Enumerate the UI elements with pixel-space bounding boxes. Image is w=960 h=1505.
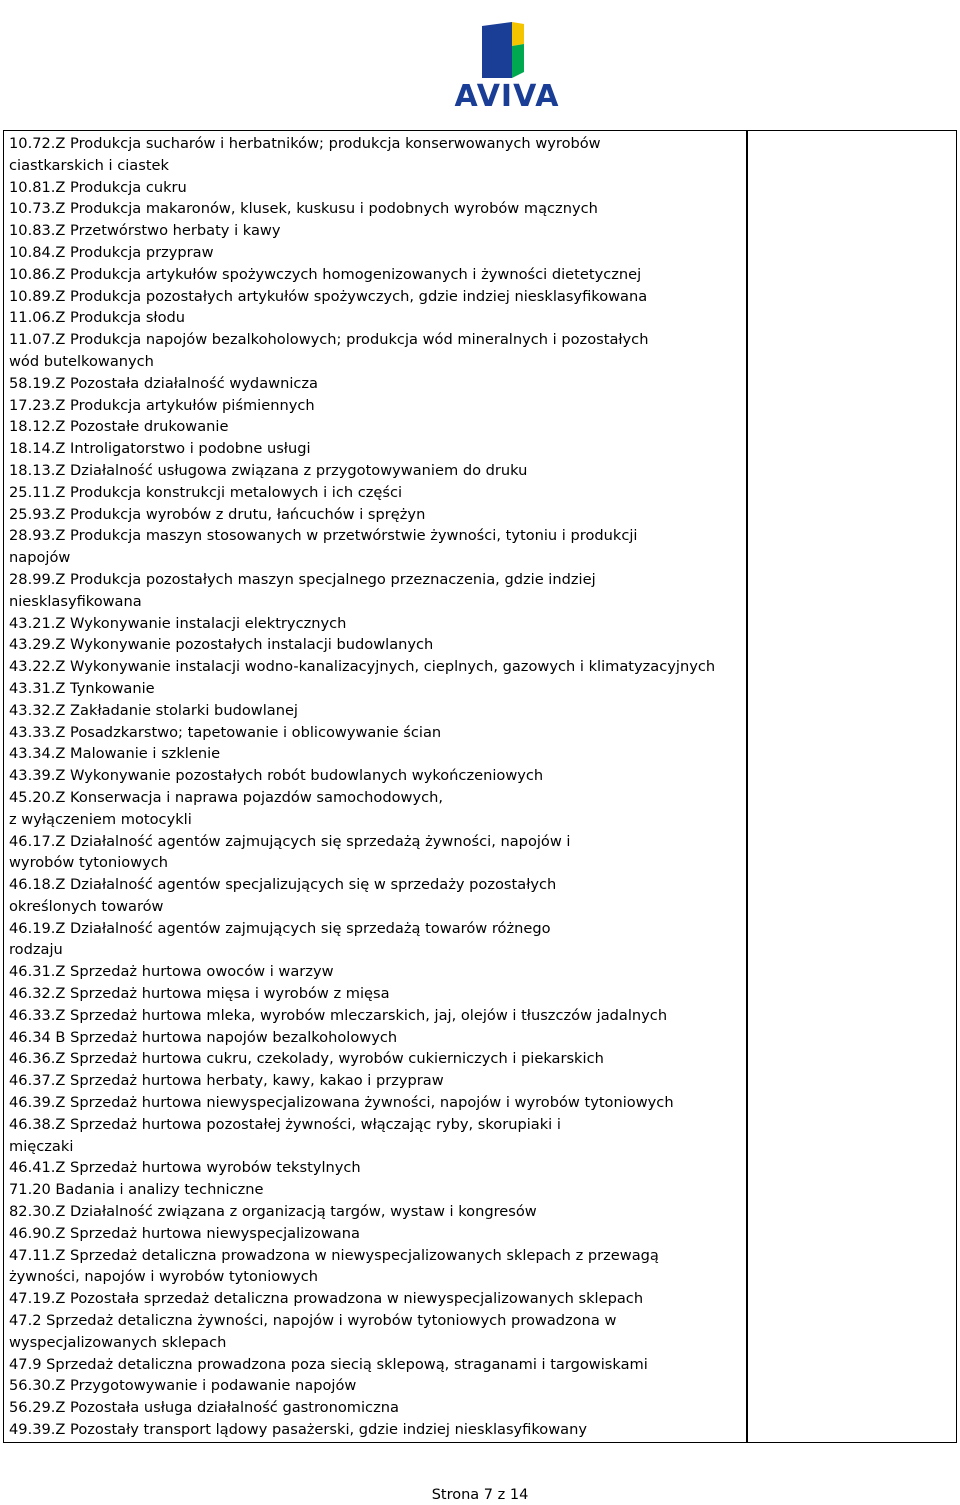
pkd-code-line: 18.14.Z Introligatorstwo i podobne usługi bbox=[9, 440, 311, 458]
pkd-code-entry bbox=[9, 613, 744, 635]
pkd-code-line: 46.38.Z Sprzedaż hurtowa pozostałej żywności, włączając ryby, skorupiaki i bbox=[9, 1115, 561, 1133]
pkd-code-line: 58.19.Z Pozostała działalność wydawnicza bbox=[9, 374, 319, 392]
pkd-code-entry bbox=[9, 787, 744, 831]
pkd-code-entry bbox=[9, 1397, 744, 1419]
pkd-code-entry bbox=[9, 1223, 744, 1245]
pkd-code-entry bbox=[9, 1157, 744, 1179]
pkd-code-entry bbox=[9, 1419, 744, 1441]
pkd-code-line: 43.39.Z Wykonywanie pozostałych robót budowlanych wykończeniowych bbox=[9, 767, 544, 785]
pkd-code-entry bbox=[9, 460, 744, 482]
pkd-code-line: 46.37.Z Sprzedaż hurtowa herbaty, kawy, kakao i przypraw bbox=[9, 1072, 444, 1090]
pkd-code-entry bbox=[9, 918, 744, 962]
pkd-code-entry bbox=[9, 1201, 744, 1223]
page-number: Strona 7 z 14 bbox=[431, 1487, 529, 1503]
pkd-code-line: 46.90.Z Sprzedaż hurtowa niewyspecjalizowana bbox=[9, 1224, 360, 1242]
pkd-code-entry bbox=[9, 198, 744, 220]
pkd-code-line: 46.36.Z Sprzedaż hurtowa cukru, czekolady, wyrobów cukierniczych i piekarskich bbox=[9, 1050, 604, 1068]
pkd-code-line: 46.17.Z Działalność agentów zajmujących się sprzedażą żywności, napojów i bbox=[9, 832, 571, 850]
pkd-code-line: 10.81.Z Produkcja cukru bbox=[9, 178, 187, 196]
pkd-code-line: 10.83.Z Przetwórstwo herbaty i kawy bbox=[9, 222, 281, 240]
pkd-code-line: 46.33.Z Sprzedaż hurtowa mleka, wyrobów mleczarskich, jaj, olejów i tłuszczów jadalnych bbox=[9, 1006, 668, 1024]
pkd-code-line: 28.93.Z Produkcja maszyn stosowanych w przetwórstwie żywności, tytoniu i produkcji bbox=[9, 527, 638, 545]
pkd-code-entry bbox=[9, 482, 744, 504]
pkd-code-line: wód butelkowanych bbox=[9, 352, 154, 370]
pkd-code-entry bbox=[9, 373, 744, 395]
pkd-code-line: 10.72.Z Produkcja sucharów i herbatników; produkcja konserwowanych wyrobów bbox=[9, 135, 601, 152]
pkd-code-entry bbox=[9, 1245, 744, 1289]
pkd-code-line: żywności, napojów i wyrobów tytoniowych bbox=[9, 1268, 319, 1286]
pkd-code-entry bbox=[9, 395, 744, 417]
pkd-code-entry bbox=[9, 1092, 744, 1114]
pkd-code-entry bbox=[9, 1310, 744, 1354]
pkd-code-entry bbox=[9, 634, 744, 656]
pkd-code-line: 43.32.Z Zakładanie stolarki budowlanej bbox=[9, 701, 298, 719]
pkd-code-line: 46.19.Z Działalność agentów zajmujących się sprzedażą towarów różnego bbox=[9, 919, 551, 937]
pkd-code-list bbox=[9, 133, 744, 1441]
pkd-code-line: 18.12.Z Pozostałe drukowanie bbox=[9, 418, 229, 436]
pkd-code-entry bbox=[9, 983, 744, 1005]
pkd-code-entry bbox=[9, 765, 744, 787]
pkd-code-line: 47.9 Sprzedaż detaliczna prowadzona poza siecią sklepową, straganami i targowiskami bbox=[9, 1355, 648, 1373]
pkd-code-line: 10.89.Z Produkcja pozostałych artykułów spożywczych, gdzie indziej niesklasyfikowana bbox=[9, 287, 648, 305]
pkd-code-line: 11.07.Z Produkcja napojów bezalkoholowych; produkcja wód mineralnych i pozostałych bbox=[9, 331, 649, 349]
pkd-code-entry bbox=[9, 831, 744, 875]
pkd-code-entry bbox=[9, 220, 744, 242]
pkd-code-entry bbox=[9, 286, 744, 308]
pkd-code-entry bbox=[9, 722, 744, 744]
aviva-logo-mark bbox=[482, 22, 524, 78]
pkd-code-line: 28.99.Z Produkcja pozostałych maszyn specjalnego przeznaczenia, gdzie indziej bbox=[9, 570, 596, 588]
pkd-code-line: 11.06.Z Produkcja słodu bbox=[9, 309, 186, 327]
pkd-code-entry bbox=[9, 1354, 744, 1376]
pkd-code-line: 43.34.Z Malowanie i szklenie bbox=[9, 745, 221, 763]
pkd-code-entry bbox=[9, 700, 744, 722]
pkd-code-line: 47.19.Z Pozostała sprzedaż detaliczna prowadzona w niewyspecjalizowanych sklepach bbox=[9, 1290, 644, 1308]
pkd-code-line: wyrobów tytoniowych bbox=[9, 854, 169, 872]
pkd-code-line: z wyłączeniem motocykli bbox=[9, 810, 192, 828]
pkd-code-line: niesklasyfikowana bbox=[9, 592, 142, 610]
pkd-code-line: 43.22.Z Wykonywanie instalacji wodno-kanalizacyjnych, cieplnych, gazowych i klimatyzacyjnych bbox=[9, 658, 716, 676]
pkd-code-entry bbox=[9, 242, 744, 264]
pkd-code-entry bbox=[9, 438, 744, 460]
pkd-code-line: 45.20.Z Konserwacja i naprawa pojazdów samochodowych, bbox=[9, 788, 443, 806]
pkd-code-line: 10.86.Z Produkcja artykułów spożywczych homogenizowanych i żywności dietetycznej bbox=[9, 265, 642, 283]
pkd-code-entry bbox=[9, 743, 744, 765]
pkd-code-line: 17.23.Z Produkcja artykułów piśmiennych bbox=[9, 396, 315, 414]
pkd-code-entry bbox=[9, 1288, 744, 1310]
pkd-code-line: 43.29.Z Wykonywanie pozostałych instalacji budowlanych bbox=[9, 636, 434, 654]
pkd-code-entry bbox=[9, 525, 744, 569]
pkd-code-entry bbox=[9, 264, 744, 286]
pkd-code-line: 43.31.Z Tynkowanie bbox=[9, 679, 155, 697]
pkd-code-entry bbox=[9, 678, 744, 700]
pkd-code-line: wyspecjalizowanych sklepach bbox=[9, 1333, 227, 1351]
pkd-code-line: 71.20 Badania i analizy techniczne bbox=[9, 1181, 264, 1199]
pkd-code-line: 25.93.Z Produkcja wyrobów z drutu, łańcuchów i sprężyn bbox=[9, 505, 426, 523]
pkd-code-line: 46.41.Z Sprzedaż hurtowa wyrobów tekstylnych bbox=[9, 1159, 361, 1177]
pkd-code-entry bbox=[9, 656, 744, 678]
pkd-code-entry bbox=[9, 1114, 744, 1158]
aviva-logo bbox=[448, 22, 566, 114]
pkd-code-line: rodzaju bbox=[9, 941, 63, 959]
pkd-code-entry bbox=[9, 504, 744, 526]
pkd-code-entry bbox=[9, 569, 744, 613]
pkd-code-line: 46.18.Z Działalność agentów specjalizujących się w sprzedaży pozostałych bbox=[9, 876, 557, 894]
pkd-code-entry bbox=[9, 1179, 744, 1201]
pkd-code-line: 18.13.Z Działalność usługowa związana z przygotowywaniem do druku bbox=[9, 461, 528, 479]
pkd-code-entry bbox=[9, 1048, 744, 1070]
pkd-code-line: ciastkarskich i ciastek bbox=[9, 156, 169, 174]
pkd-code-line: mięczaki bbox=[9, 1137, 74, 1155]
table-column-divider bbox=[746, 130, 748, 1443]
pkd-code-line: 47.11.Z Sprzedaż detaliczna prowadzona w niewyspecjalizowanych sklepach z przewagą bbox=[9, 1246, 659, 1264]
pkd-code-line: 56.30.Z Przygotowywanie i podawanie napojów bbox=[9, 1377, 357, 1395]
pkd-code-line: 43.21.Z Wykonywanie instalacji elektrycznych bbox=[9, 614, 347, 632]
pkd-code-entry bbox=[9, 874, 744, 918]
pkd-code-entry bbox=[9, 1070, 744, 1092]
pkd-code-line: 46.39.Z Sprzedaż hurtowa niewyspecjalizowana żywności, napojów i wyrobów tytoniowych bbox=[9, 1094, 674, 1112]
pkd-code-line: 82.30.Z Działalność związana z organizacją targów, wystaw i kongresów bbox=[9, 1203, 537, 1221]
pkd-code-line: 43.33.Z Posadzkarstwo; tapetowanie i oblicowywanie ścian bbox=[9, 723, 442, 741]
pkd-code-line: 56.29.Z Pozostała usługa działalność gastronomiczna bbox=[9, 1399, 399, 1417]
pkd-code-line: 25.11.Z Produkcja konstrukcji metalowych i ich części bbox=[9, 483, 403, 501]
pkd-code-line: 10.84.Z Produkcja przypraw bbox=[9, 243, 214, 261]
pkd-code-line: 46.31.Z Sprzedaż hurtowa owoców i warzyw bbox=[9, 963, 334, 981]
pkd-code-line: określonych towarów bbox=[9, 897, 164, 915]
pkd-code-entry bbox=[9, 416, 744, 438]
pkd-code-line: 49.39.Z Pozostały transport lądowy pasażerski, gdzie indziej niesklasyfikowany bbox=[9, 1421, 587, 1439]
pkd-code-line: 46.34 B Sprzedaż hurtowa napojów bezalkoholowych bbox=[9, 1028, 398, 1046]
pkd-code-entry bbox=[9, 177, 744, 199]
pkd-code-entry bbox=[9, 329, 744, 373]
pkd-code-entry bbox=[9, 1027, 744, 1049]
pkd-code-entry bbox=[9, 1375, 744, 1397]
pkd-code-line: 47.2 Sprzedaż detaliczna żywności, napojów i wyrobów tytoniowych prowadzona w bbox=[9, 1312, 617, 1330]
pkd-code-entry bbox=[9, 1005, 744, 1027]
pkd-code-line: 46.32.Z Sprzedaż hurtowa mięsa i wyrobów z mięsa bbox=[9, 985, 390, 1003]
pkd-code-entry bbox=[9, 961, 744, 983]
pkd-code-entry bbox=[9, 307, 744, 329]
aviva-logo-text: AVIVA bbox=[454, 79, 560, 114]
pkd-code-line: 10.73.Z Produkcja makaronów, klusek, kuskusu i podobnych wyrobów mącznych bbox=[9, 200, 598, 218]
pkd-code-entry bbox=[9, 133, 744, 177]
pkd-code-line: napojów bbox=[9, 549, 71, 567]
